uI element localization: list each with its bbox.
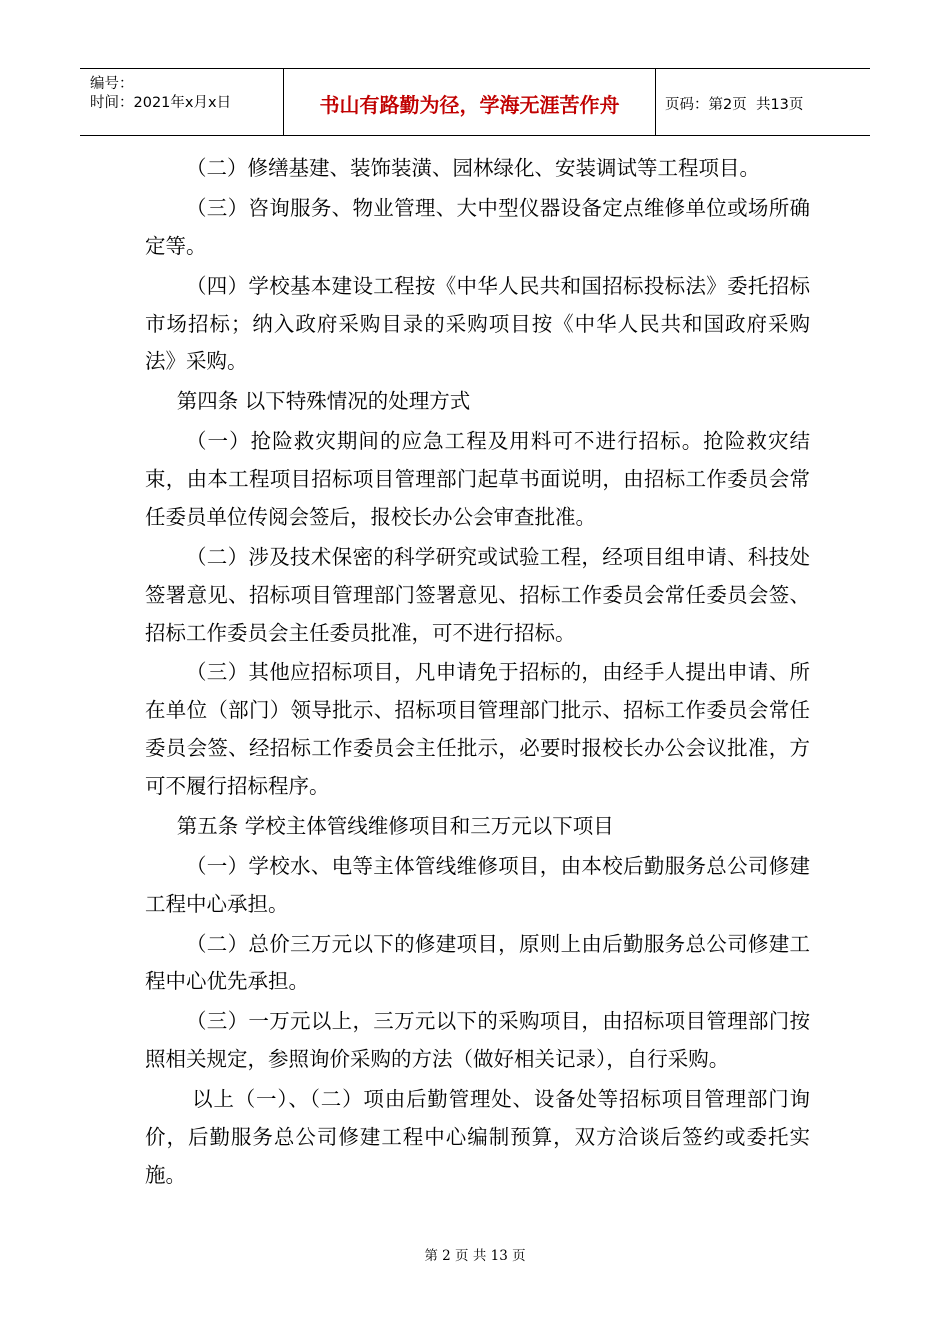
paragraph: （三）咨询服务、物业管理、大中型仪器设备定点维修单位或场所确定等。 [145, 195, 810, 258]
page-header [80, 68, 870, 136]
paragraph: （三）一万元以上，三万元以下的采购项目，由招标项目管理部门按照相关规定，参照询价采购的方法（做好相关记录），自行采购。 [145, 1009, 810, 1072]
header-page-info: 页码：第2页 共13页 [665, 96, 804, 113]
page-footer: 第 2 页 共 13 页 [424, 1248, 526, 1264]
document-number-label: 编号： [90, 76, 134, 92]
paragraph: 以上（一）、（二）项由后勤管理处、设备处等招标项目管理部门询价，后勤服务总公司修建工程中心编制预算，双方洽谈后签约或委托实施。 [145, 1087, 810, 1187]
article-heading: 第四条 以下特殊情况的处理方式 [176, 389, 471, 414]
paragraph: （三）其他应招标项目，凡申请免于招标的，由经手人提出申请、所在单位（部门）领导批示、招标项目管理部门批示、招标工作委员会常任委员会签、经招标工作委员会主任批示，必要时报校长办公会议批准，方可不履行招标程序。 [145, 660, 810, 798]
paragraph: （一）抢险救灾期间的应急工程及用料可不进行招标。抢险救灾结束，由本工程项目招标项目管理部门起草书面说明，由招标工作委员会常任委员单位传阅会签后，报校长办公会审查批准。 [145, 429, 810, 529]
document-body [145, 150, 810, 1197]
header-meta [80, 69, 283, 135]
article-heading: 第五条 学校主体管线维修项目和三万元以下项目 [176, 813, 614, 838]
paragraph: （一）学校水、电等主体管线维修项目，由本校后勤服务总公司修建工程中心承担。 [145, 853, 810, 916]
paragraph: （二）修缮基建、装饰装潢、园林绿化、安装调试等工程项目。 [186, 156, 760, 180]
document-time-label: 时间：2021年x月x日 [90, 95, 232, 111]
paragraph: （四）学校基本建设工程按《中华人民共和国招标投标法》委托招标市场招标；纳入政府采购目录的采购项目按《中华人民共和国政府采购法》采购。 [145, 273, 810, 374]
paragraph: （二）涉及技术保密的科学研究或试验工程，经项目组申请、科技处签署意见、招标项目管理部门签署意见、招标工作委员会常任委员会签、招标工作委员会主任委员批准，可不进行招标。 [145, 544, 810, 645]
header-motto: 书山有路勤为径，学海无涯苦作舟 [283, 69, 656, 135]
paragraph: （二）总价三万元以下的修建项目，原则上由后勤服务总公司修建工程中心优先承担。 [145, 931, 810, 994]
